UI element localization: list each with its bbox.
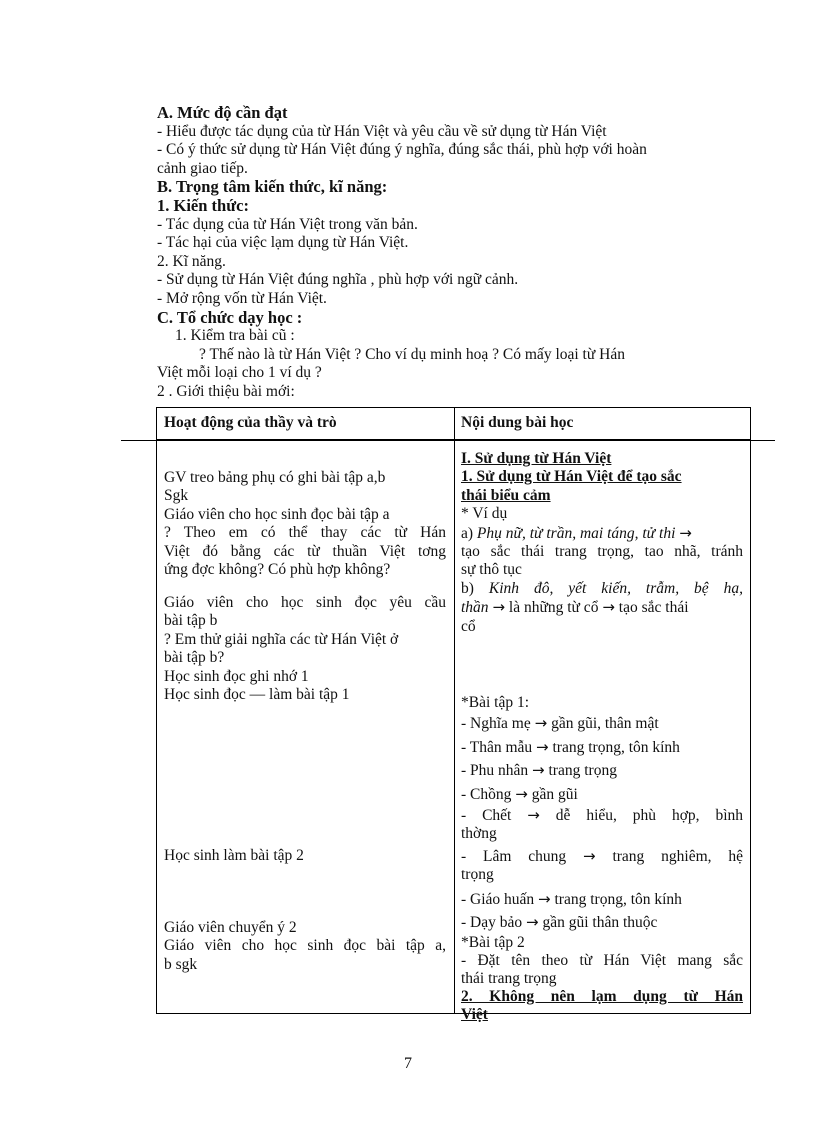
example-b-line2 [461,598,743,617]
text-line: cổ [461,617,476,635]
arrow-icon: → [526,913,539,931]
text-line: thờng [461,825,497,842]
text-line: thái trang trọng [461,970,557,987]
term: - Thân mẫu [461,738,533,756]
text-line: Giáo viên cho học sinh đọc yêu cầu [164,594,446,611]
text-line: Giáo viên chuyển ý 2 [164,919,297,936]
meaning: dễ hiểu, phù hợp, bình [555,807,744,824]
text-line: Học sinh làm bài tập 2 [164,847,304,864]
list-item-2: 2 . Giới thiệu bài mới: [157,382,295,400]
text-line: Việt đó bằng các từ thuần Việt tơng [164,542,446,560]
text-line: trọng [461,866,494,883]
arrow-icon: → [534,714,548,732]
header-divider [157,439,750,440]
exercise-item [461,783,743,807]
meaning: gần gũi thân thuộc [542,914,658,931]
exercise-item [461,759,743,783]
text-line: - Đặt tên theo từ Hán Việt mang sắc [461,952,743,969]
subsection-title: thái biểu cảm [461,486,551,504]
exercise-item [461,847,743,866]
exercise-item [461,736,743,760]
text-line: Học sinh đọc ghi nhớ 1 [164,667,309,685]
term: - Phu nhân [461,762,529,779]
example-a-prefix: a) [461,524,477,542]
text-line: - Có ý thức sử dụng từ Hán Việt đúng ý nghĩa, đúng sắc thái, phù hợp với hoàn [157,141,647,159]
left-paragraph-1 [164,469,446,506]
meaning: trang trọng [548,762,617,779]
example-a [461,524,743,543]
example-label: * Ví dụ [461,505,508,523]
exercise-1 [461,694,743,806]
example-b-prefix: b) [461,579,489,597]
text-line: GV treo bảng phụ có ghi bài tập a,b [164,469,386,486]
arrow-icon: → [583,847,596,865]
example-b-line1 [461,580,743,598]
exercise-item [461,911,743,934]
term: - Chết [461,807,512,824]
term: - Dạy bảo [461,914,523,931]
left-paragraph-2 [164,506,446,580]
header-left: Hoạt động của thầy và trò [164,414,337,431]
page-number: 7 [404,1055,412,1072]
text-line: tạo sắc thái trang trọng, tao nhã, tránh [461,543,743,561]
heading-c: C. Tổ chức dạy học : [157,307,303,327]
arrow-icon: → [532,761,545,779]
heading-b1: 1. Kiến thức: [157,195,249,215]
text-line: ứng đợc không? Có phù hợp không? [164,561,391,579]
arrow-icon: → [536,737,549,756]
left-paragraph-4 [164,847,446,865]
term: - Lâm chung [461,848,567,865]
text-line: - Mở rộng vốn từ Hán Việt. [157,289,327,307]
column-divider [454,408,455,1013]
text-line: - Sử dụng từ Hán Việt đúng nghĩa , phù hợp với ngữ cảnh. [157,271,519,289]
heading-a: A. Mức độ cần đạt [157,103,288,122]
text-line: - Tác dụng của từ Hán Việt trong văn bản. [157,215,418,233]
arrow-icon: → [527,806,540,824]
arrow-icon: → [515,784,528,803]
text-line: b sgk [164,955,198,973]
exercise-1-cont [461,806,743,1024]
text-line: ? Em thử giải nghĩa các từ Hán Việt ở [164,630,399,648]
exercise-item [461,712,743,736]
text-line: Giáo viên cho học sinh đọc bài tập a, [164,937,446,955]
lesson-table [156,407,751,1023]
intro-section [157,104,757,402]
example-b-word: thần [461,599,489,617]
meaning: gần gũi, thân mật [551,715,659,732]
example-a-words: Phụ nữ, từ trần, mai táng, tử thi [476,524,676,542]
left-paragraph-3 [164,594,446,704]
question-line: ? Thế nào là từ Hán Việt ? Cho ví dụ minh hoạ ? Có mấy loại từ Hán [199,345,625,363]
text-line: bài tập b? [164,649,225,667]
meaning: trang nghiêm, hệ [612,848,744,865]
arrow-icon: → [492,598,506,617]
text-line: - Hiểu được tác dụng của từ Hán Việt và yêu cầu về sử dụng từ Hán Việt [157,122,607,140]
arrow-icon: → [538,890,551,908]
heading-b2: 2. Kĩ năng. [157,252,226,270]
text-line: cảnh giao tiếp. [157,159,248,177]
section-title-2-cont: Việt [461,1006,488,1023]
exercise-item [461,888,743,911]
question-line: Việt mỗi loại cho 1 ví dụ ? [157,364,322,382]
exercise-label: *Bài tập 2 [461,934,525,951]
text-line: - Tác hại của việc lạm dụng từ Hán Việt. [157,234,409,252]
exercise-item [461,806,743,825]
meaning: gần gũi [531,785,578,803]
term: - Chồng [461,785,512,803]
term: - Nghĩa mẹ [461,715,531,732]
list-item-1: 1. Kiểm tra bài cũ : [175,327,295,345]
example-b-rest: là những từ cổ [508,599,599,617]
meaning: trang trọng, tôn kính [552,738,680,756]
term: - Giáo huấn [461,891,535,908]
meaning: trang trọng, tôn kính [554,891,682,908]
subsection-title: 1. Sử dụng từ Hán Việt để tạo sắc [461,468,682,486]
arrow-icon: → [602,598,615,617]
text-line: sự thô tục [461,561,522,579]
example-b-words: Kinh đô, yết kiến, trẫm, bệ hạ, [488,579,743,597]
right-content [461,450,743,636]
header-right: Nội dung bài học [461,414,574,431]
example-b-rest2: tạo sắc thái [618,599,689,617]
exercise-label: *Bài tập 1: [461,694,530,711]
arrow-icon: → [679,523,692,542]
left-paragraph-5 [164,919,446,974]
text-line: Sgk [164,487,189,505]
text-line: Giáo viên cho học sinh đọc bài tập a [164,506,390,523]
text-line: Học sinh đọc — làm bài tập 1 [164,686,350,704]
text-line: bài tập b [164,612,218,630]
heading-b: B. Trọng tâm kiến thức, kĩ năng: [157,177,388,197]
text-line: ? Theo em có thể thay các từ Hán [164,524,446,542]
section-title: I. Sử dụng từ Hán Việt [461,450,612,467]
section-title-2: 2. Không nên lạm dụng từ Hán [461,988,743,1005]
